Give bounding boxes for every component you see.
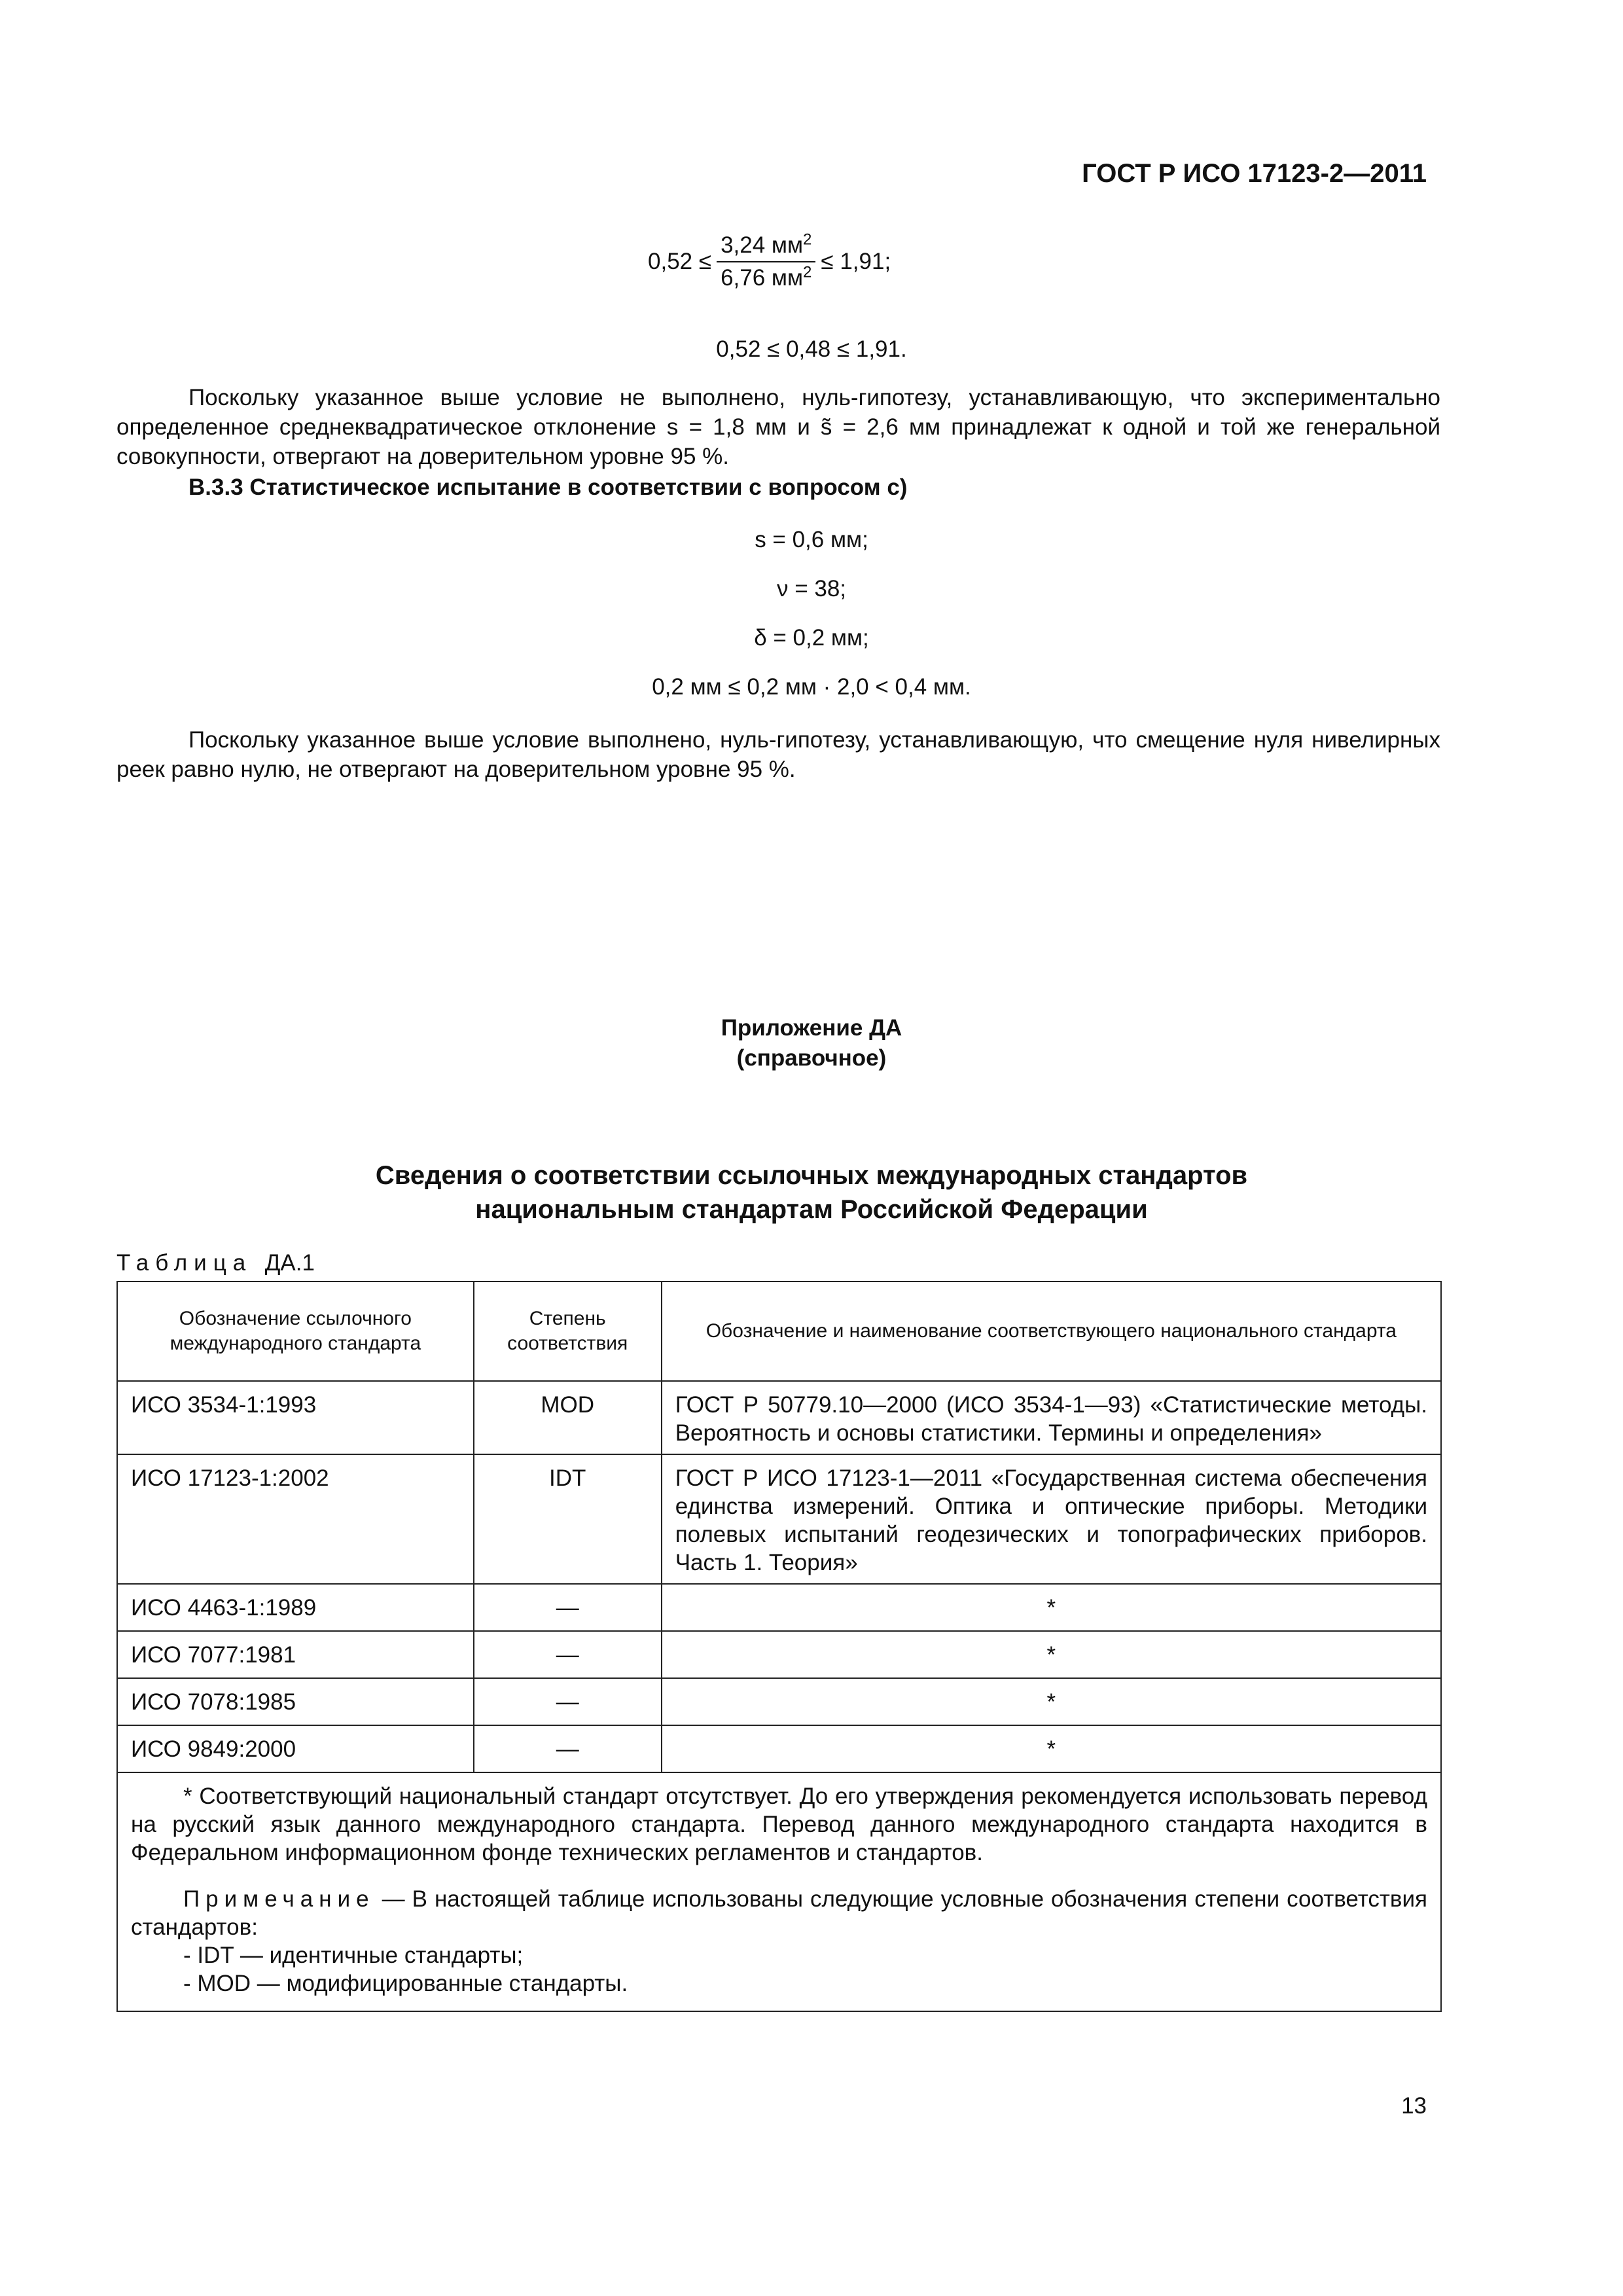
- cell-degree: —: [474, 1631, 662, 1678]
- page-number: 13: [1401, 2093, 1427, 2119]
- cell-national: *: [662, 1631, 1441, 1678]
- table-footnote: * Соответствующий национальный стандарт отсутствует. До его утверждения рекомендуется использовать перевод на русский язык данного международного стандарта. Перевод данного международного стандарта находится в Федеральном информационном фонде технических регламентов и стандартов.: [131, 1784, 1427, 1865]
- appendix-heading-line-1: Сведения о соответствии ссылочных международных стандартов: [375, 1161, 1248, 1190]
- fraction-left: 0,52 ≤: [648, 249, 712, 274]
- cell-national: *: [662, 1725, 1441, 1772]
- table-footnote-row: [117, 1772, 1441, 2011]
- paragraph-2: Поскольку указанное выше условие выполнено, нуль-гипотезу, устанавливающую, что смещение нуля нивелирных реек равно нулю, не отвергают на доверительном уровне 95 %.: [116, 727, 1440, 782]
- appendix-title: Приложение ДА: [721, 1015, 902, 1041]
- table-label-word: Таблица: [116, 1250, 253, 1276]
- table-row: [117, 1584, 1441, 1631]
- table-note: [131, 1885, 1427, 1941]
- cell-national: ГОСТ Р 50779.10—2000 (ИСО 3534-1—93) «Статистические методы. Вероятность и основы статистики. Термины и определения»: [662, 1381, 1441, 1454]
- cell-national: *: [662, 1678, 1441, 1725]
- cell-ref: ИСО 7077:1981: [117, 1631, 474, 1678]
- cell-ref: ИСО 17123-1:2002: [117, 1454, 474, 1584]
- cell-national: *: [662, 1584, 1441, 1631]
- cell-ref: ИСО 9849:2000: [117, 1725, 474, 1772]
- cell-degree: IDT: [474, 1454, 662, 1584]
- document-header: ГОСТ Р ИСО 17123-2—2011: [1082, 159, 1427, 188]
- fraction-right: ≤ 1,91;: [821, 249, 891, 274]
- ratio-check-equation: 0,52 ≤ 0,48 ≤ 1,91.: [716, 336, 907, 362]
- fraction-denominator: 6,76 $мм^2$: [721, 263, 812, 291]
- table-footnote-cell: [117, 1772, 1441, 2011]
- paragraph-1: Поскольку указанное выше условие не выполнено, нуль-гипотезу, устанавливающую, что экспериментально определенное среднеквадратическое отклонение s = 1,8 мм и s̃ = 2,6 мм принадлежат к одной и той же генеральной совокупности, отвергают на доверительном уровне 95 %.: [116, 385, 1440, 469]
- cell-degree: —: [474, 1584, 662, 1631]
- note-item-mod: - MOD — модифицированные стандарты.: [183, 1971, 628, 1996]
- table-row: [117, 1381, 1441, 1454]
- table-row: [117, 1454, 1441, 1584]
- note-item-idt: - IDT — идентичные стандарты;: [183, 1943, 524, 1968]
- cell-degree: —: [474, 1725, 662, 1772]
- cell-ref: ИСО 3534-1:1993: [117, 1381, 474, 1454]
- equation-delta: δ = 0,2 мм;: [754, 625, 869, 651]
- table-header-row: [117, 1282, 1441, 1381]
- note-text: — В настоящей таблице использованы следующие условные обозначения степени соответствия стандартов:: [131, 1886, 1428, 1940]
- table-row: [117, 1631, 1441, 1678]
- cell-national: ГОСТ Р ИСО 17123-1—2011 «Государственная система обеспечения единства измерений. Оптика и оптические приборы. Методики полевых испытаний геодезических и топографических приборов. Часть 1. Теория»: [662, 1454, 1441, 1584]
- section-subheading: B.3.3 Статистическое испытание в соответствии с вопросом c): [188, 475, 908, 500]
- cell-degree: MOD: [474, 1381, 662, 1454]
- table-row: [117, 1725, 1441, 1772]
- equation-inequality: 0,2 мм ≤ 0,2 мм · 2,0 < 0,4 мм.: [652, 674, 971, 700]
- table-row: [117, 1678, 1441, 1725]
- note-word: Примечание: [183, 1886, 375, 1912]
- cell-ref: ИСО 4463-1:1989: [117, 1584, 474, 1631]
- header-national-standard: Обозначение и наименование соответствующего национального стандарта: [662, 1282, 1441, 1381]
- appendix-heading-line-2: национальным стандартам Российской Федерации: [475, 1195, 1148, 1224]
- equation-nu: ν = 38;: [776, 576, 847, 601]
- table-label-number: ДА.1: [264, 1250, 315, 1276]
- fraction-equation: [648, 232, 891, 291]
- cell-ref: ИСО 7078:1985: [117, 1678, 474, 1725]
- cell-degree: —: [474, 1678, 662, 1725]
- equation-s: s = 0,6 мм;: [755, 527, 868, 552]
- table-label: [116, 1250, 315, 1276]
- header-degree: Степень соответствия: [474, 1282, 662, 1381]
- fraction: [717, 232, 815, 291]
- header-ref-standard: Обозначение ссылочного международного стандарта: [117, 1282, 474, 1381]
- standards-table: [116, 1281, 1442, 2012]
- fraction-numerator: 3,24 $мм^2$: [717, 232, 815, 262]
- appendix-subtitle: (справочное): [736, 1045, 887, 1071]
